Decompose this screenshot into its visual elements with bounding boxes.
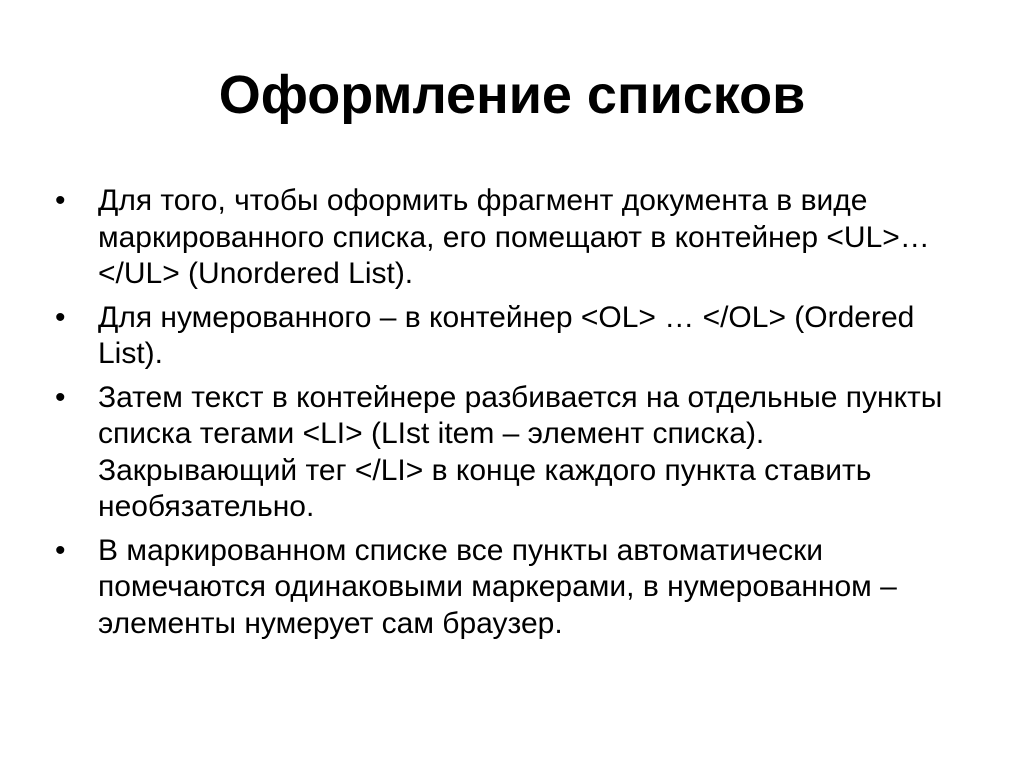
list-item bbox=[55, 533, 955, 643]
bullet-text: Для того, чтобы оформить фрагмент документа в виде маркированного списка, его помещают в контейнер <UL>… </UL> (Unordered List). bbox=[98, 184, 930, 290]
bullet-text: Для нумерованного – в контейнер <OL> … </OL> (Ordered List). bbox=[98, 300, 915, 370]
bullet-icon: • bbox=[55, 380, 66, 414]
list-item bbox=[55, 380, 955, 526]
bullet-icon: • bbox=[55, 300, 66, 334]
slide-title: Оформление списков bbox=[218, 65, 806, 125]
bullet-text: В маркированном списке все пункты автоматически помечаются одинаковыми маркерами, в нумерованном – элементы нумерует сам браузер. bbox=[98, 533, 897, 640]
bullet-icon: • bbox=[55, 533, 66, 567]
bullet-icon: • bbox=[55, 184, 66, 217]
bullet-list bbox=[55, 183, 955, 649]
list-item bbox=[55, 183, 955, 293]
bullet-text: Затем текст в контейнере разбивается на отдельные пункты списка тегами <LI> (LIst item – элемент списка). Закрывающий тег </LI> в конце каждого пункта ставить необязательно. bbox=[98, 380, 943, 523]
list-item bbox=[55, 300, 955, 373]
